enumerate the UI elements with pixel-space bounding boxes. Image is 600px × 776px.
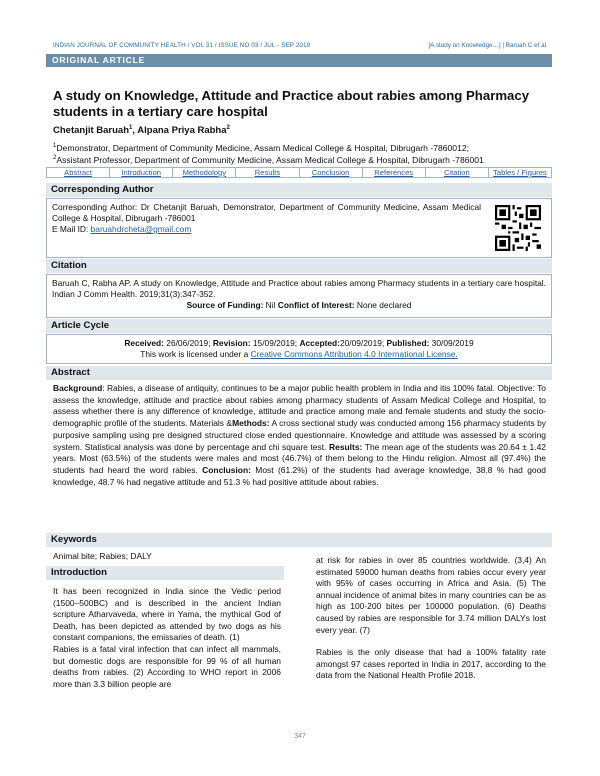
background-label: Background: [53, 383, 103, 393]
intro-left-column: [53, 586, 281, 690]
methods-label: Methods:: [232, 418, 270, 429]
license-line: [52, 349, 546, 360]
nav-methodology[interactable]: Methodology: [173, 168, 236, 177]
affiliation-2: [53, 153, 484, 166]
methods-text: A cross sectional study was conducted among 156 pharmacy students by purposive sampling using pre designed structured close ended questionnaire. Knowledge and attitude was assessed by a scoring system. Statistical analysis was done by percentage and chi square test.: [53, 418, 547, 452]
published-date: 30/09/2019: [429, 338, 474, 348]
revision-date: 15/09/2019;: [250, 338, 300, 348]
received-label: Received:: [124, 338, 164, 348]
nav-results[interactable]: Results: [236, 168, 299, 177]
author-1: Chetanjit Baruah: [53, 125, 130, 137]
email-label: E Mail ID:: [52, 224, 91, 234]
article-cycle-box: [46, 334, 552, 364]
conclusion-text: Most (61.2%) of the students had average knowledge, 38.8 % had good knowledge, 48.7 % had negative attitude and 51.3 % had positive attitude about rabies.: [53, 464, 546, 487]
results-label: Results:: [329, 441, 363, 452]
nav-citation[interactable]: Citation: [426, 168, 489, 177]
citation-box: [46, 274, 552, 318]
corresponding-heading: Corresponding Author: [46, 183, 552, 197]
affiliation-2-text: Assistant Professor, Department of Community Medicine, Assam Medical College & Hospital, Dibrugarh -786001: [56, 154, 484, 165]
intro-paragraph-3: at risk for rabies in over 85 countries worldwide. (3,4) An estimated 59000 human deaths from rabies occur every year with 95% of cases occurring in Africa and Asia. (5) The annual incidence of animal bites in many countries can be as high as 100-200 bites per 100000 population. (6) Deaths caused by rabies are responsible for 3.74 million DALYs lost every year. (7): [316, 555, 546, 635]
qr-code-icon: [495, 205, 541, 251]
intro-paragraph-1: It has been recognized in India since the Vedic period (1500–500BC) and is described in the ancient Indian scripture Atharvaveda, where in Yama, the mythical God of Death, has been depicted as attended by two dogs as his constant companions, the emissaries of death. (1): [53, 586, 281, 643]
nav-conclusion[interactable]: Conclusion: [300, 168, 363, 177]
authors: [53, 125, 230, 136]
affiliation-1-text: Demonstrator, Department of Community Medicine, Assam Medical College & Hospital, Dibrugarh -7860012;: [56, 142, 470, 153]
intro-right-column: [316, 555, 546, 682]
nav-abstract[interactable]: Abstract: [47, 168, 110, 177]
abstract-heading: Abstract: [46, 366, 552, 380]
results-text: The mean age of the students was 20.64 ± 1.42 years. Most (63.5%) of the students were males and most (46.7%) of them belong to the Hindu religion. Almost all (97.4%) the students had heard the word rabies.: [53, 441, 546, 475]
author-2: Alpana Priya Rabha: [137, 125, 227, 137]
author-2-sup: 2: [226, 125, 230, 131]
funding-label: Source of Funding:: [186, 300, 264, 310]
corresponding-box: [46, 198, 552, 258]
corresponding-text: Corresponding Author: Dr Chetanjit Baruah, Demonstrator, Department of Community Medicine, Assam Medical College & Hospital, Dibrugarh -786001: [52, 202, 481, 223]
nav-introduction[interactable]: Introduction: [110, 168, 173, 177]
journal-header: INDIAN JOURNAL OF COMMUNITY HEALTH / VOL 31 / ISSUE NO 03 / JUL - SEP 2019: [53, 42, 311, 49]
revision-label: Revision:: [212, 338, 251, 348]
article-title: A study on Knowledge, Attitude and Practice about rabies among Pharmacy students in a tertiary care hospital: [53, 88, 530, 119]
article-type-banner: ORIGINAL ARTICLE: [46, 54, 552, 67]
conclusion-label: Conclusion:: [202, 464, 251, 475]
dates-line: [52, 338, 546, 349]
funding-line: [52, 300, 546, 311]
intro-paragraph-2: Rabies is a fatal viral infection that can infect all mammals, but domestic dogs are responsible for 99 % of all human deaths from rabies. (2) According to WHO report in 2006 more than 3.3 billion people are: [53, 643, 281, 689]
funding-value: Nil: [263, 300, 278, 310]
conflict-value: None declared: [354, 300, 412, 310]
published-label: Published:: [386, 338, 430, 348]
affiliation-1-sup: 1: [53, 143, 57, 149]
running-header: [A study on Knowledge…] | Baruah C et al: [428, 42, 546, 49]
affiliation-1: [53, 141, 469, 154]
page-number: 347: [294, 733, 306, 740]
citation-heading: Citation: [46, 259, 552, 273]
abstract-text: [53, 383, 546, 488]
author-separator: ,: [132, 125, 138, 137]
received-date: 26/06/2019;: [163, 338, 213, 348]
intro-paragraph-4: Rabies is the only disease that had a 100% fatality rate amongst 97 cases reported in India in 2017, according to the data from the National Health Profile 2018.: [316, 647, 546, 681]
license-link[interactable]: Creative Commons Attribution 4.0 International License.: [250, 349, 458, 359]
email-link[interactable]: baruahdrcheta@gmail.com: [90, 224, 192, 234]
accepted-date: 20/09/2019;: [339, 338, 387, 348]
background-text: : Rabies, a disease of antiquity, continues to be a major public health problem in India and itis 100% fatal. Objective: To assess the knowledge, attitude and practice about rabies among pharmacy students of Assam Medical College and Hospital, to assess whether there is any difference of knowledge, attitude and practice among male and female students and study the socio-demographic profile of the students. Materials &: [53, 383, 546, 429]
accepted-label: Accepted:: [299, 338, 340, 348]
nav-references[interactable]: References: [363, 168, 426, 177]
license-text: This work is licensed under a: [140, 349, 251, 359]
affiliation-2-sup: 2: [53, 155, 57, 161]
citation-text: Baruah C, Rabha AP. A study on Knowledge, Attitude and Practice about rabies among Pharmacy students in a tertiary care hospital. Indian J Comm Health. 2019;31(3):347-352.: [52, 278, 546, 299]
keywords-heading: Keywords: [46, 533, 552, 547]
keywords-text: Animal bite; Rabies; DALY: [53, 551, 152, 561]
author-1-sup: 1: [129, 125, 133, 131]
section-nav: [46, 167, 552, 178]
nav-tables-figures[interactable]: Tables / Figures: [493, 168, 547, 177]
email-line: [52, 224, 481, 235]
article-cycle-heading: Article Cycle: [46, 319, 552, 333]
introduction-heading: Introduction: [46, 566, 284, 580]
conflict-label: Conflict of Interest:: [277, 300, 355, 310]
